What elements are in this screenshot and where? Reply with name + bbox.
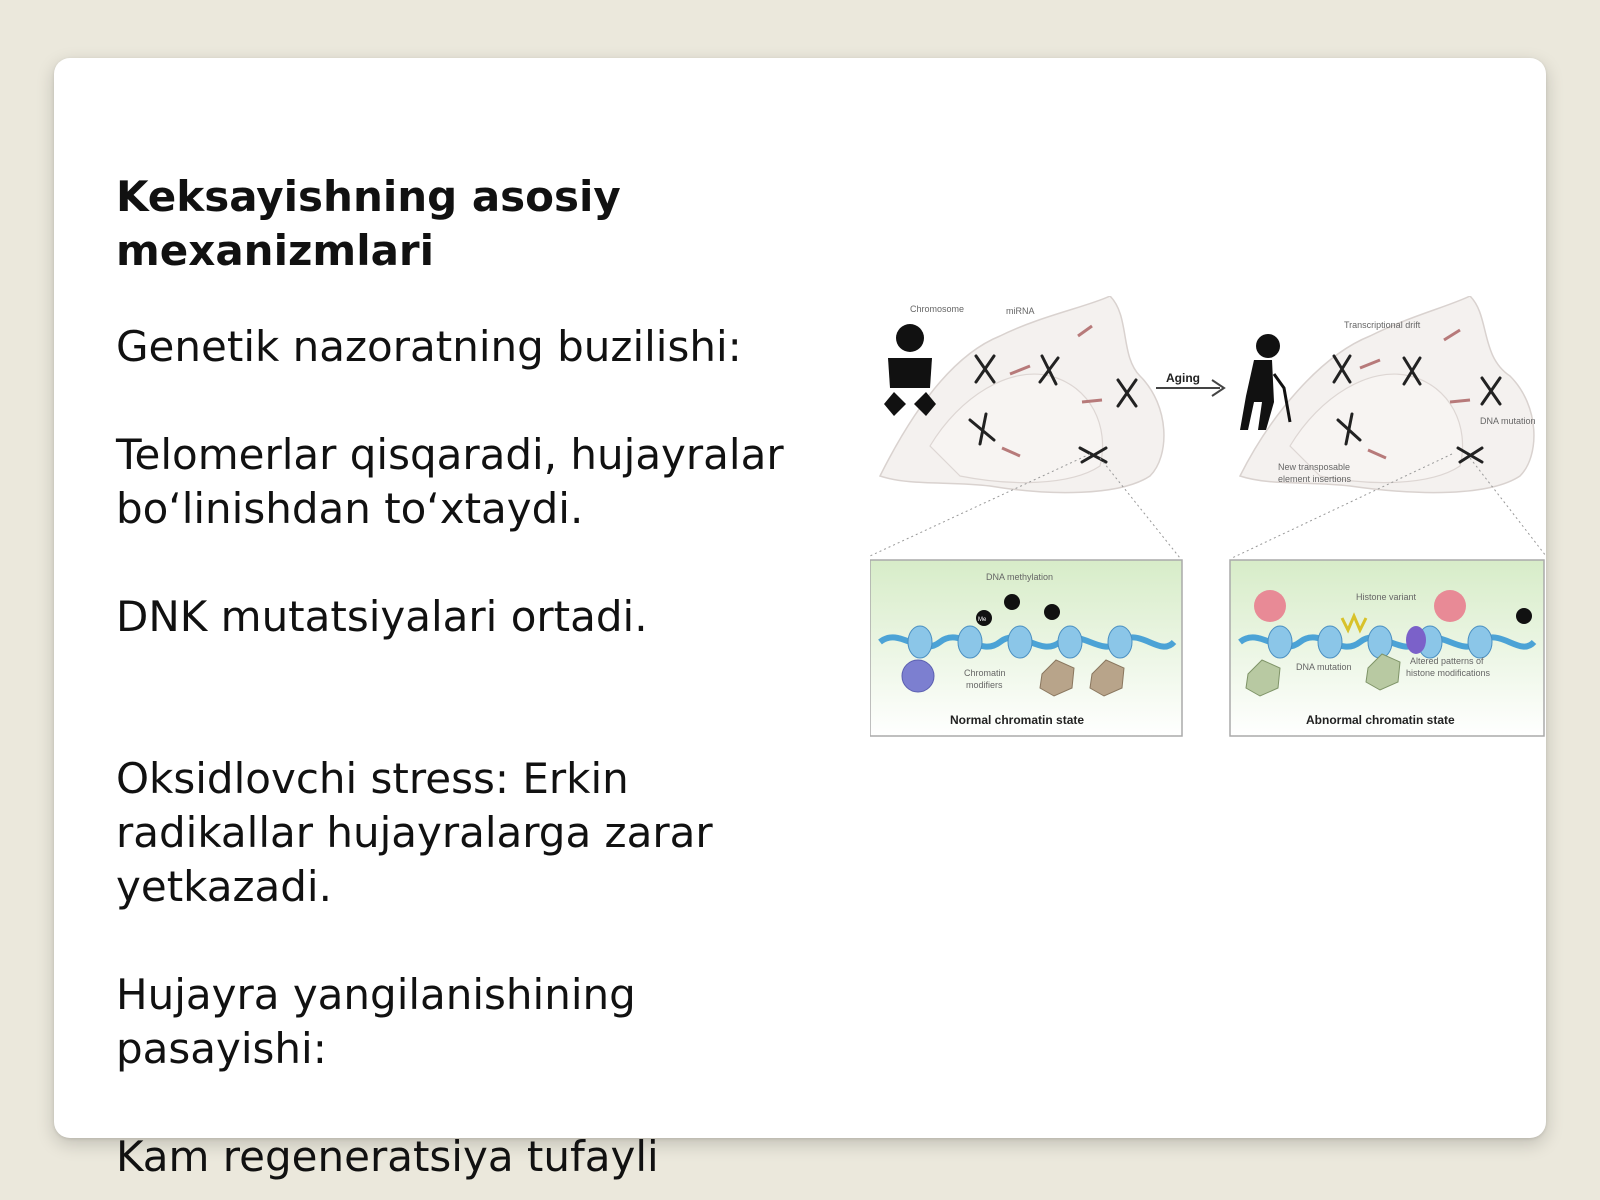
aging-arrow xyxy=(1156,371,1224,396)
label-aging: Aging xyxy=(1166,371,1200,385)
paragraph-regeneration xyxy=(116,1130,796,1184)
regeneration-line-1: Kam regeneratsiya tufayli xyxy=(116,1132,659,1181)
paragraph-oxidative-stress xyxy=(116,752,796,914)
title-line-2: mexanizmlari xyxy=(116,226,435,275)
oxidative-line-3: yetkazadi. xyxy=(116,862,332,911)
slide-text xyxy=(116,170,796,1184)
telomeres-line-1: Telomerlar qisqaradi, hujayralar xyxy=(116,430,784,479)
label-altered-1: Altered patterns of xyxy=(1410,656,1484,666)
label-altered-2: histone modifications xyxy=(1406,668,1491,678)
label-modifiers: modifiers xyxy=(966,680,1003,690)
oxidative-line-1: Oksidlovchi stress: Erkin xyxy=(116,754,629,803)
histone-variant-mark xyxy=(1406,626,1426,654)
label-chromatin: Chromatin xyxy=(964,668,1006,678)
label-normal-state: Normal chromatin state xyxy=(950,713,1085,727)
oxidative-line-2: radikallar hujayralarga zarar xyxy=(116,808,713,857)
baby-icon xyxy=(884,324,936,416)
normal-chromatin-panel xyxy=(870,560,1182,736)
slide-title xyxy=(116,170,796,278)
young-cells xyxy=(880,296,1164,493)
label-transcriptional-drift: Transcriptional drift xyxy=(1344,320,1421,330)
label-abnormal-state: Abnormal chromatin state xyxy=(1306,713,1455,727)
label-chromosome: Chromosome xyxy=(910,304,965,314)
paragraph-genetic-control: Genetik nazoratning buzilishi: xyxy=(116,322,742,371)
me-label: Me xyxy=(978,617,987,623)
telomeres-line-2: bo‘linishdan to‘xtaydi. xyxy=(116,484,584,533)
label-dna-mutation-2: DNA mutation xyxy=(1296,662,1352,672)
aging-diagram xyxy=(870,296,1562,752)
label-dna-mutation: DNA mutation xyxy=(1480,416,1536,426)
histone-bubble-2 xyxy=(1434,590,1466,622)
renewal-line-2: pasayishi: xyxy=(116,1024,327,1073)
aging-epigenetics-figure xyxy=(870,296,1562,752)
paragraph-cell-renewal xyxy=(116,968,796,1076)
title-line-1: Keksayishning asosiy xyxy=(116,172,621,221)
label-mirna: miRNA xyxy=(1006,306,1035,316)
renewal-line-1: Hujayra yangilanishining xyxy=(116,970,636,1019)
label-new-transposable: New transposable xyxy=(1278,462,1351,472)
label-element-insertions: element insertions xyxy=(1278,474,1352,484)
chromatin-modifier-blue xyxy=(902,660,934,692)
abnormal-chromatin-panel xyxy=(1230,560,1544,736)
paragraph-dna-mutations: DNK mutatsiyalari ortadi. xyxy=(116,592,648,641)
methyl-mark-abnormal xyxy=(1516,608,1532,624)
paragraph-telomeres xyxy=(116,428,796,536)
histone-bubble-1 xyxy=(1254,590,1286,622)
label-dna-methylation: DNA methylation xyxy=(986,572,1054,582)
label-histone-variant: Histone variant xyxy=(1356,592,1417,602)
